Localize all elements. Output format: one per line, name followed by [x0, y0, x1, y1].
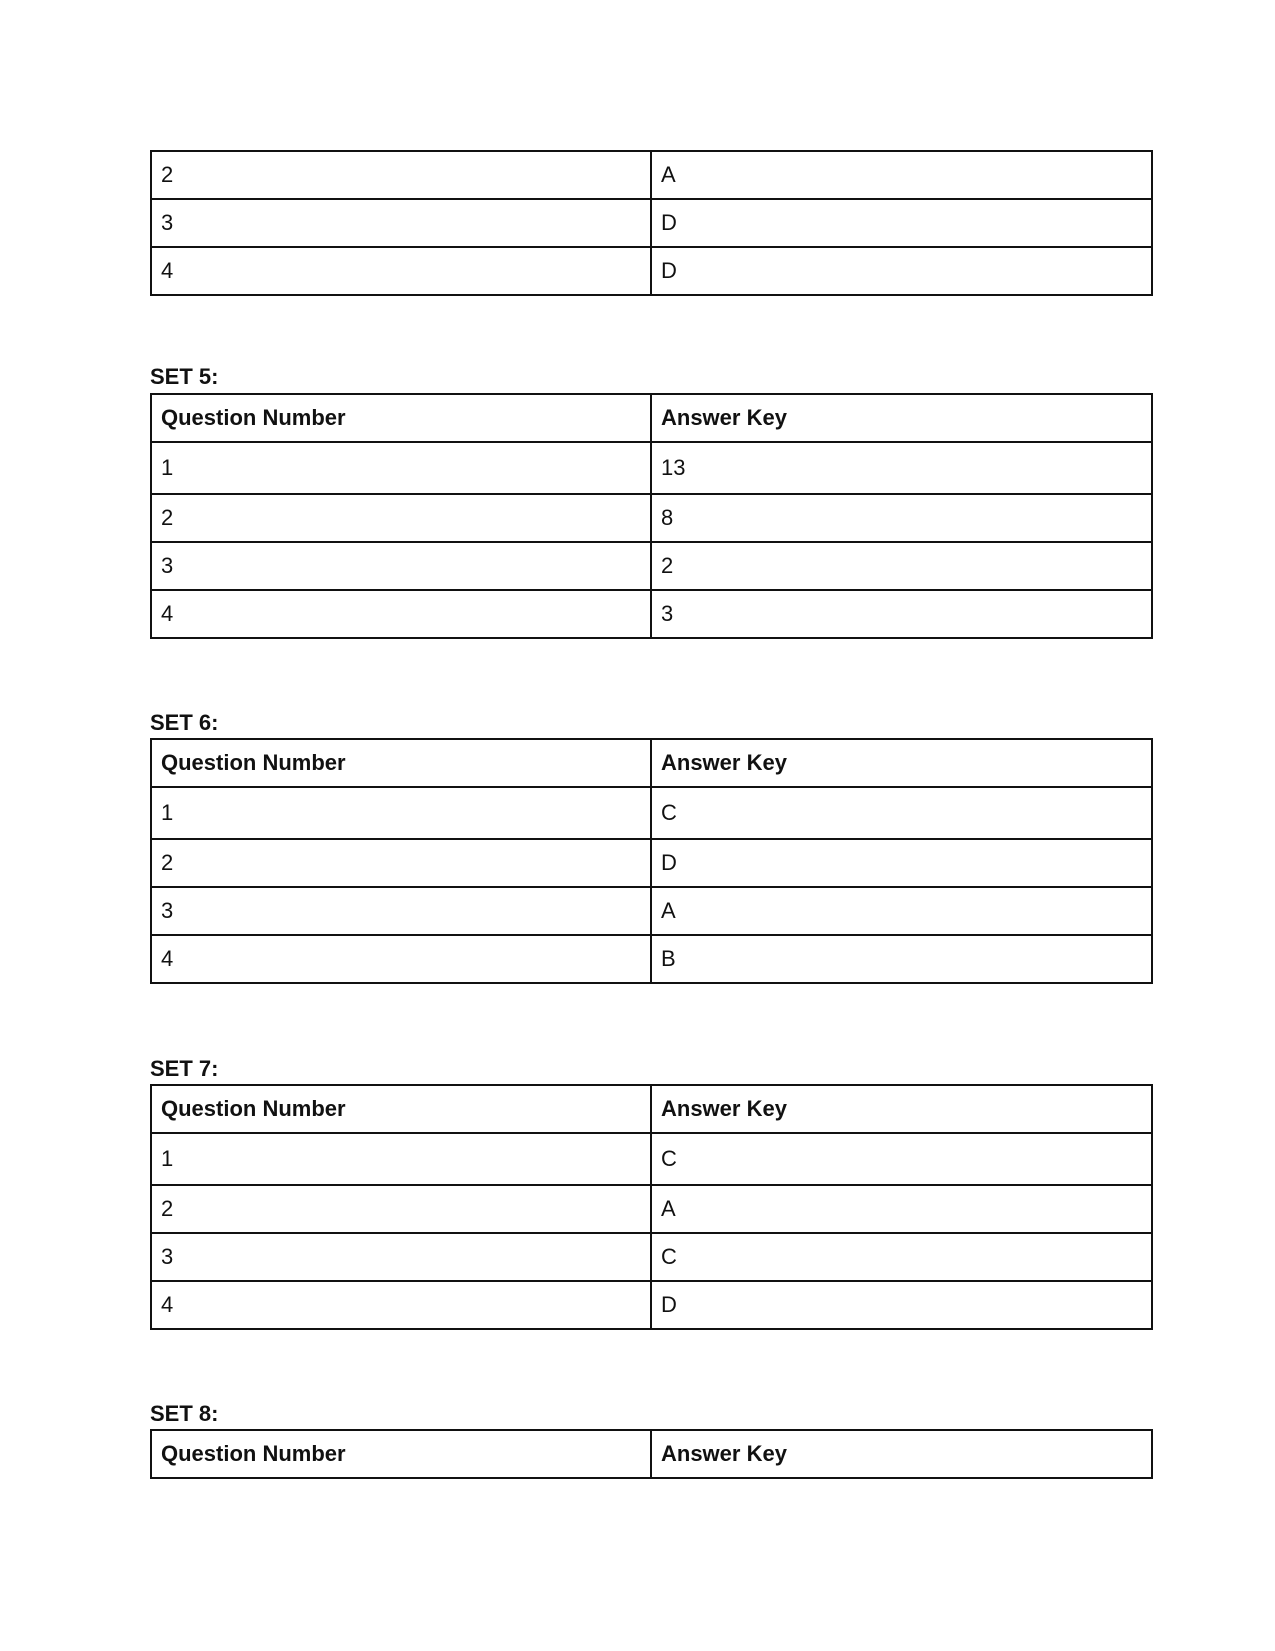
question-cell: 4 [151, 935, 651, 983]
answer-table-continued [150, 150, 1153, 296]
table-row [151, 887, 1152, 935]
table-row [151, 787, 1152, 839]
table-row [151, 442, 1152, 494]
question-cell: 3 [151, 1233, 651, 1281]
question-cell: 2 [151, 151, 651, 199]
question-cell: 1 [151, 1133, 651, 1185]
table-row [151, 839, 1152, 887]
answer-key-header: Answer Key [651, 739, 1152, 787]
question-cell: 4 [151, 1281, 651, 1329]
answer-table-set-7 [150, 1084, 1153, 1330]
table-header-row [151, 739, 1152, 787]
table-row [151, 542, 1152, 590]
set-7-label: SET 7: [150, 1056, 219, 1081]
table-row [151, 1185, 1152, 1233]
question-cell: 2 [151, 1185, 651, 1233]
answer-cell: A [651, 151, 1152, 199]
question-cell: 4 [151, 247, 651, 295]
question-cell: 3 [151, 887, 651, 935]
answer-cell: 13 [651, 442, 1152, 494]
table-header-row [151, 394, 1152, 442]
question-cell: 2 [151, 494, 651, 542]
table-row [151, 494, 1152, 542]
table-row [151, 1281, 1152, 1329]
answer-table-set-8 [150, 1429, 1153, 1479]
question-number-header: Question Number [151, 739, 651, 787]
answer-cell: B [651, 935, 1152, 983]
table-header-row [151, 1085, 1152, 1133]
table-row [151, 1233, 1152, 1281]
question-cell: 3 [151, 542, 651, 590]
answer-key-header: Answer Key [651, 1430, 1152, 1478]
answer-table-set-5 [150, 393, 1153, 639]
answer-cell: D [651, 839, 1152, 887]
table-row [151, 199, 1152, 247]
answer-cell: D [651, 247, 1152, 295]
set-8-label: SET 8: [150, 1401, 219, 1426]
question-number-header: Question Number [151, 1085, 651, 1133]
table-row [151, 590, 1152, 638]
table-row [151, 935, 1152, 983]
answer-key-header: Answer Key [651, 1085, 1152, 1133]
question-cell: 4 [151, 590, 651, 638]
question-number-header: Question Number [151, 394, 651, 442]
answer-cell: 3 [651, 590, 1152, 638]
table-row [151, 151, 1152, 199]
table-header-row [151, 1430, 1152, 1478]
set-5-label: SET 5: [150, 364, 219, 389]
answer-cell: A [651, 887, 1152, 935]
answer-cell: D [651, 1281, 1152, 1329]
answer-table-set-6 [150, 738, 1153, 984]
question-cell: 1 [151, 442, 651, 494]
question-cell: 1 [151, 787, 651, 839]
table-row [151, 1133, 1152, 1185]
question-cell: 3 [151, 199, 651, 247]
answer-cell: 8 [651, 494, 1152, 542]
answer-cell: C [651, 1233, 1152, 1281]
set-6-label: SET 6: [150, 710, 219, 735]
answer-cell: C [651, 787, 1152, 839]
answer-cell: C [651, 1133, 1152, 1185]
answer-cell: 2 [651, 542, 1152, 590]
question-cell: 2 [151, 839, 651, 887]
answer-cell: A [651, 1185, 1152, 1233]
table-row [151, 247, 1152, 295]
answer-cell: D [651, 199, 1152, 247]
question-number-header: Question Number [151, 1430, 651, 1478]
answer-key-header: Answer Key [651, 394, 1152, 442]
